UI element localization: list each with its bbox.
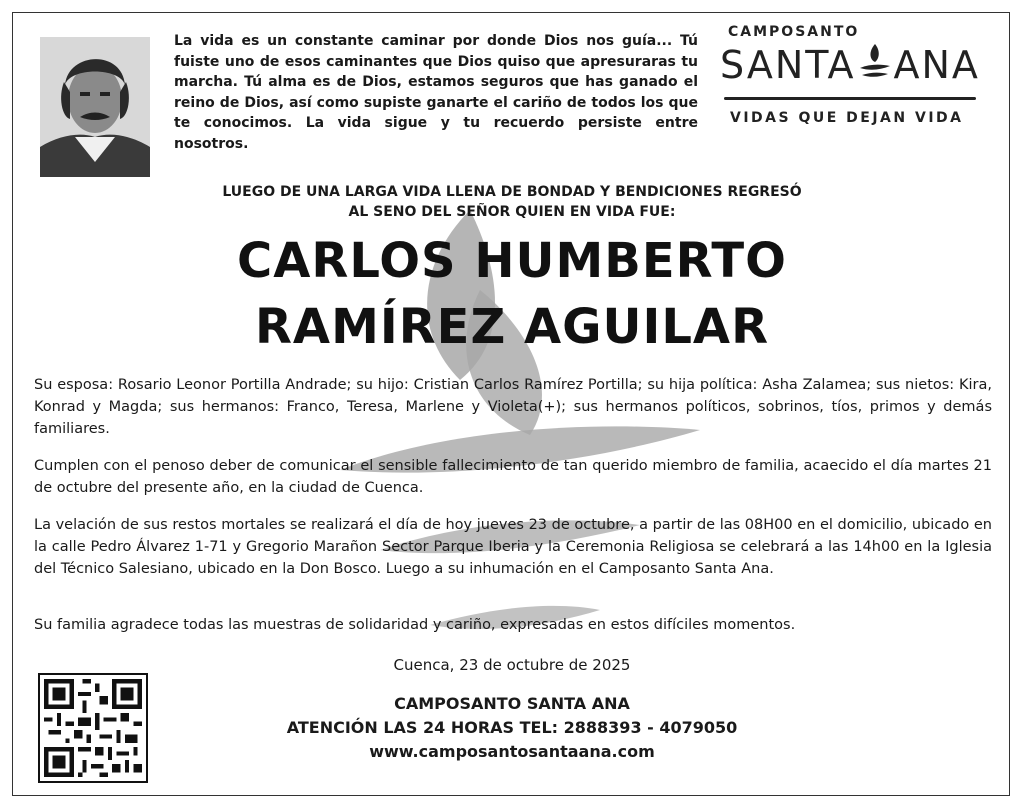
deceased-name-line-2: RAMÍREZ AGUILAR [254, 299, 770, 355]
deceased-name-line-1: CARLOS HUMBERTO [237, 233, 787, 289]
ceremony-paragraph: La velación de sus restos mortales se realizará el día de hoy jueves 23 de octubre, a partir de las 08H00 en el domicilio, ubicado en la calle Pedro Álvarez 1-71 y Gregorio Marañon Sector Parque Iberia y la Ceremonia Religiosa se celebrará a las 14h00 en la Iglesia del Técnico Salesiano, ubicado en la Don Bosco. Luego a su inhumación en el Camposanto Santa Ana. [34, 517, 992, 577]
deceased-name [60, 228, 964, 360]
announcement-paragraph: Cumplen con el penoso deber de comunicar el sensible fallecimiento de tan querido miembro de familia, acaecido el día martes 21 de octubre del presente año, en la ciudad de Cuenca. [34, 458, 992, 496]
logo-divider [724, 97, 976, 100]
logo-name-left: SANTA [720, 43, 856, 87]
family-paragraph: Su esposa: Rosario Leonor Portilla Andrade; su hijo: Cristian Carlos Ramírez Portilla; su hija política: Asha Zalamea; sus nietos: Kira, Konrad y Magda; sus hermanos: Franco, Teresa, Marlene y Violeta(+); sus hermanos políticos, sobrinos, tíos, primos y demás familiares. [34, 377, 992, 437]
logo-flame-icon [858, 42, 892, 82]
logo-top-text: CAMPOSANTO [728, 24, 860, 40]
contact-block [200, 692, 824, 764]
portrait-photo [40, 37, 150, 177]
memorial-quote: La vida es un constante caminar por donde Dios nos guía... Tú fuiste uno de esos caminantes que Dios quiso que apresuraras tu marcha. Tú alma es de Dios, estamos seguros que has ganado el reino de Dios, así como supiste ganarte el cariño de todos los que te conocimos. La vida sigue y tu recuerdo persiste entre nosotros. [174, 33, 698, 152]
contact-website[interactable]: www.camposantosantaana.com [369, 742, 655, 761]
intro-line-1: LUEGO DE UNA LARGA VIDA LLENA DE BONDAD Y BENDICIONES REGRESÓ [222, 184, 802, 200]
date-line: Cuenca, 23 de octubre de 2025 [393, 656, 631, 674]
intro-line-2: AL SENO DEL SEÑOR QUIEN EN VIDA FUE: [348, 204, 676, 220]
logo-name-right: ANA [893, 43, 980, 87]
contact-phone: ATENCIÓN LAS 24 HORAS TEL: 2888393 - 4079050 [286, 718, 738, 737]
qr-code[interactable] [38, 673, 148, 783]
intro-text [100, 182, 924, 222]
logo-name [720, 42, 982, 87]
thanks-paragraph: Su familia agradece todas las muestras de solidaridad y cariño, expresadas en estos difíciles momentos. [34, 617, 796, 633]
contact-name: CAMPOSANTO SANTA ANA [394, 694, 630, 713]
camposanto-logo [720, 24, 982, 126]
logo-tagline: VIDAS QUE DEJAN VIDA [730, 110, 964, 126]
